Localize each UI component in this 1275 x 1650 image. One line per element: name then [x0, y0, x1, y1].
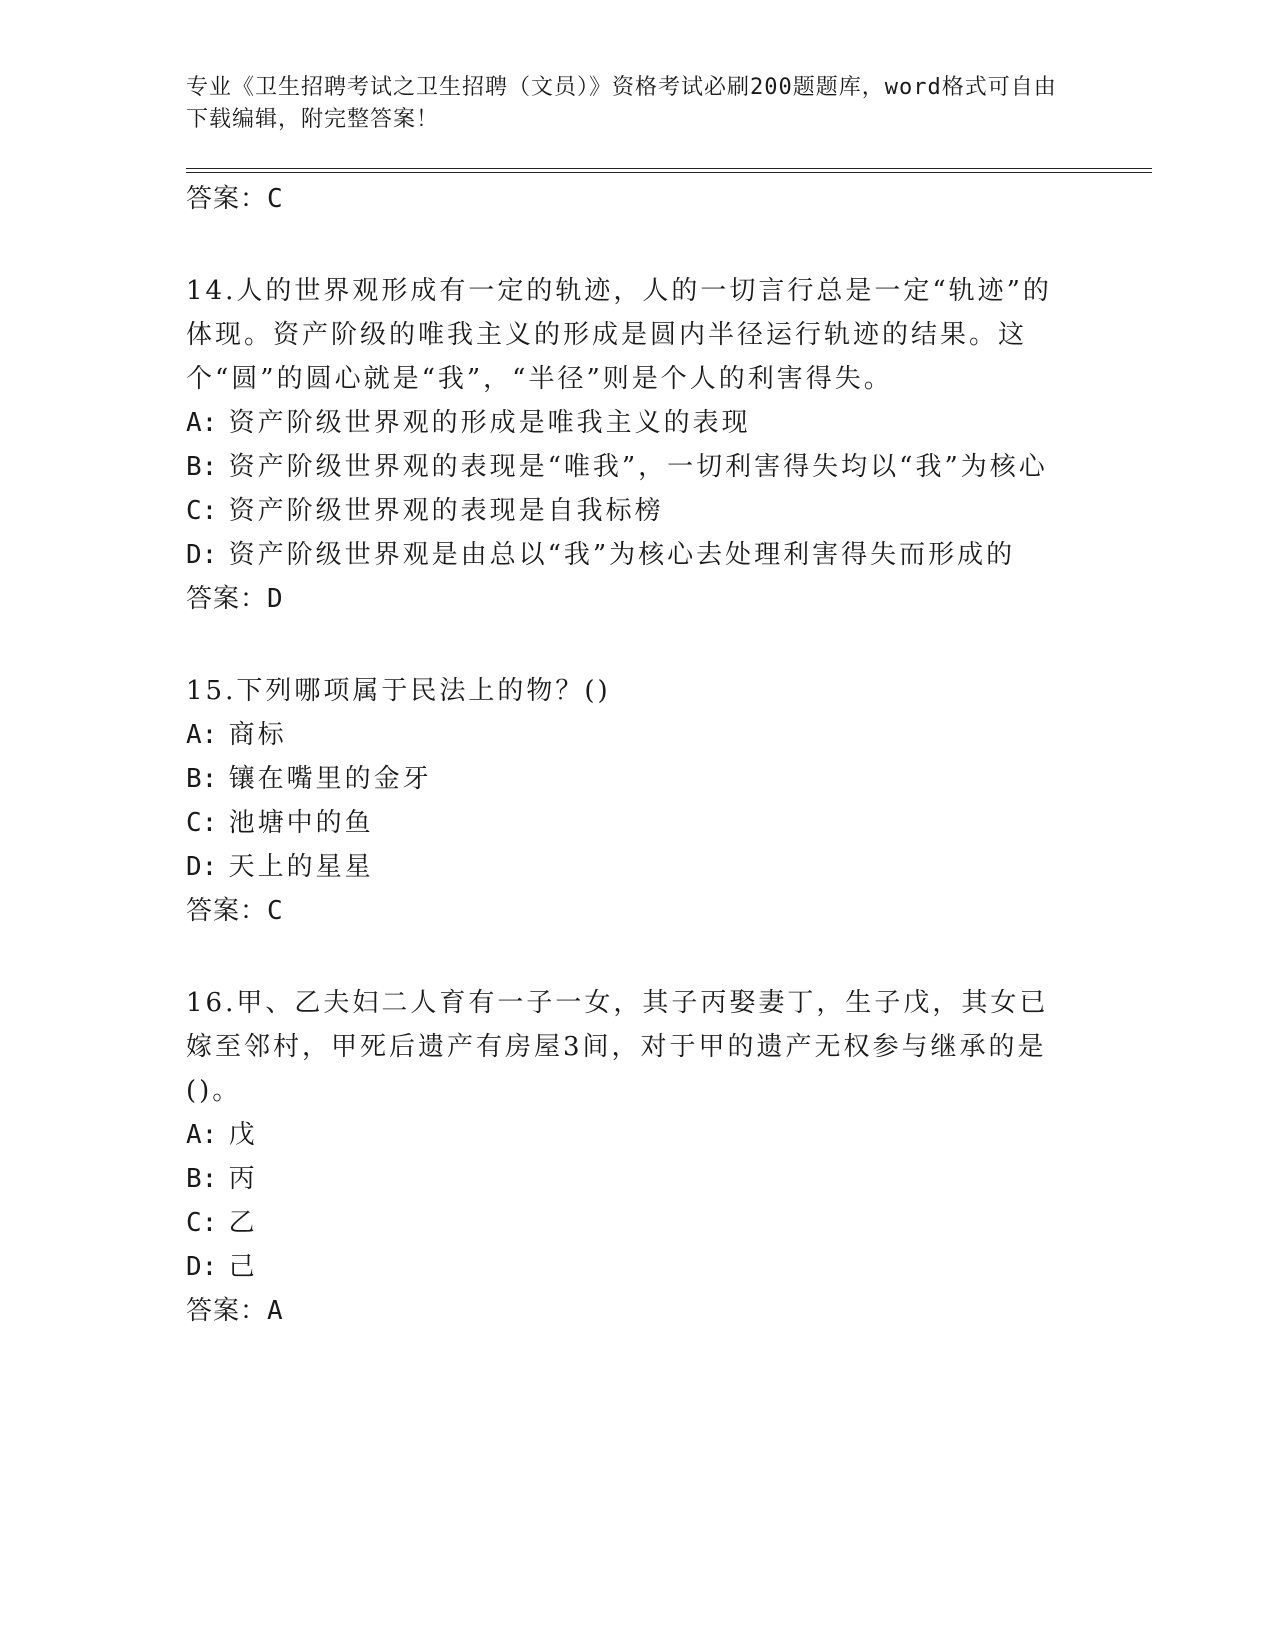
answer-value: D	[267, 584, 284, 614]
option-text: 天上的星星	[228, 852, 374, 882]
answer-label: 答案：	[186, 896, 268, 926]
option-text: 资产阶级世界观的表现是“唯我”，一切利害得失均以“我”为核心	[228, 452, 1048, 482]
answer-line	[186, 889, 1066, 933]
option-b	[186, 445, 1066, 489]
option-text: 资产阶级世界观的表现是自我标榜	[228, 496, 664, 526]
option-key: B:	[186, 1164, 218, 1194]
answer-label: 答案：	[186, 1296, 268, 1326]
option-key: C:	[186, 808, 218, 838]
option-key: A:	[186, 720, 218, 750]
option-text: 资产阶级世界观是由总以“我”为核心去处理利害得失而形成的	[228, 540, 1016, 570]
option-key: D:	[186, 1252, 218, 1282]
answer-line	[186, 577, 1066, 621]
option-key: D:	[186, 540, 218, 570]
option-a	[186, 713, 1066, 757]
option-d	[186, 533, 1066, 577]
option-text: 丙	[228, 1164, 258, 1194]
option-b	[186, 757, 1066, 801]
question-16	[186, 981, 1066, 1333]
option-key: A:	[186, 1120, 218, 1150]
option-d	[186, 1245, 1066, 1289]
question-text: 15.下列哪项属于民法上的物？()	[186, 676, 611, 706]
option-text: 池塘中的鱼	[228, 808, 374, 838]
option-key: C:	[186, 1208, 218, 1238]
option-text: 商标	[228, 720, 287, 750]
answer-line	[186, 1289, 1066, 1333]
question-text: 14.人的世界观形成有一定的轨迹，人的一切言行总是一定“轨迹”的体现。资产阶级的唯我主义的形成是圆内半径运行轨迹的结果。这个“圆”的圆心就是“我”，“半径”则是个人的利害得失。	[186, 276, 1052, 394]
question-14	[186, 269, 1066, 621]
document-page	[186, 72, 1066, 1333]
option-c	[186, 801, 1066, 845]
question-15	[186, 669, 1066, 933]
option-key: D:	[186, 852, 218, 882]
question-text: 16.甲、乙夫妇二人育有一子一女，其子丙娶妻丁，生子戊，其女已嫁至邻村，甲死后遗产有房屋3间，对于甲的遗产无权参与继承的是()。	[186, 988, 1049, 1106]
option-key: C:	[186, 496, 218, 526]
option-text: 镶在嘴里的金牙	[228, 764, 432, 794]
option-c	[186, 1201, 1066, 1245]
option-text: 己	[228, 1252, 258, 1282]
answer-value: C	[267, 184, 284, 214]
option-d	[186, 845, 1066, 889]
option-a	[186, 401, 1066, 445]
answer-line	[186, 177, 1066, 221]
header-divider	[186, 168, 1152, 169]
option-b	[186, 1157, 1066, 1201]
option-text: 乙	[228, 1208, 258, 1238]
answer-label: 答案：	[186, 184, 268, 214]
document-header: 专业《卫生招聘考试之卫生招聘（文员）》资格考试必刷200题题库，word格式可自由下载编辑，附完整答案！	[186, 75, 1057, 132]
option-text: 资产阶级世界观的形成是唯我主义的表现	[228, 408, 751, 438]
option-text: 戊	[228, 1120, 258, 1150]
answer-value: A	[267, 1296, 284, 1326]
option-key: B:	[186, 452, 218, 482]
answer-label: 答案：	[186, 584, 268, 614]
answer-value: C	[267, 896, 284, 926]
option-c	[186, 489, 1066, 533]
option-key: B:	[186, 764, 218, 794]
option-key: A:	[186, 408, 218, 438]
option-a	[186, 1113, 1066, 1157]
